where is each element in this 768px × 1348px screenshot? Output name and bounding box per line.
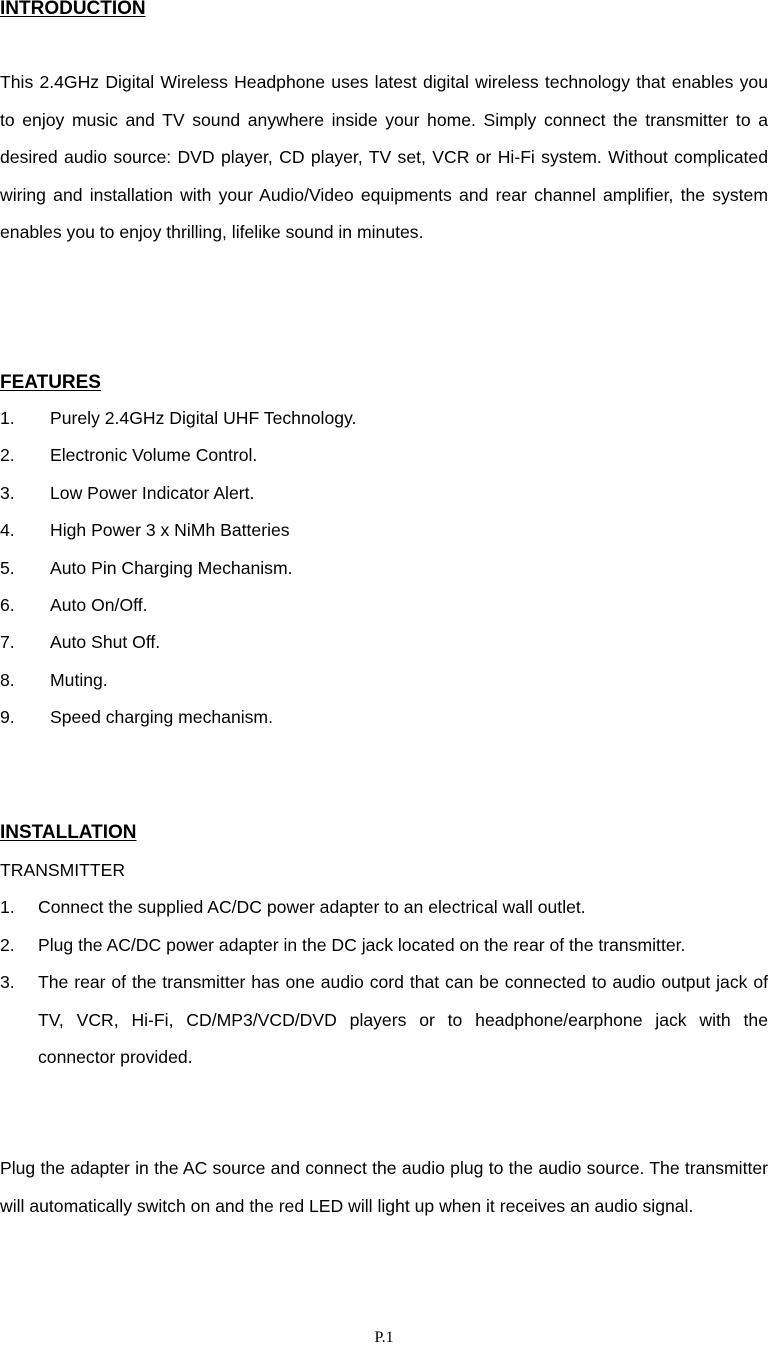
feature-item (0, 400, 768, 437)
feature-text: Electronic Volume Control. (50, 445, 258, 466)
feature-number: 1. (0, 408, 15, 428)
feature-text: Muting. (50, 669, 108, 690)
step-number: 1. (0, 897, 15, 917)
transmitter-subheading: TRANSMITTER (0, 860, 126, 880)
feature-number: 6. (0, 594, 15, 615)
feature-text: High Power 3 x NiMh Batteries (50, 520, 290, 541)
step-text: The rear of the transmitter has one audio cord that can be connected to audio output jack of TV, VCR, Hi-Fi, CD/MP3/VCD/DVD players or to headphone/earphone jack with the connector provided. (38, 972, 768, 1068)
installation-steps (0, 889, 768, 1077)
installation-step (0, 889, 768, 927)
installation-note: Plug the adapter in the AC source and connect the audio plug to the audio source. The transmitter will automatically switch on and the red LED will light up when it receives an audio signal. (0, 1158, 768, 1216)
features-list (0, 400, 768, 737)
feature-item (0, 550, 768, 587)
installation-heading: INSTALLATION (0, 822, 137, 843)
feature-number: 3. (0, 482, 15, 503)
feature-number: 5. (0, 557, 15, 578)
feature-text: Low Power Indicator Alert. (50, 482, 255, 503)
step-number: 3. (0, 972, 15, 993)
feature-text: Purely 2.4GHz Digital UHF Technology. (50, 408, 357, 428)
feature-item (0, 624, 768, 661)
feature-item (0, 587, 768, 624)
step-text: Plug the AC/DC power adapter in the DC jack located on the rear of the transmitter. (38, 934, 686, 955)
feature-text: Speed charging mechanism. (50, 707, 273, 728)
feature-number: 7. (0, 632, 15, 653)
features-heading: FEATURES (0, 372, 101, 393)
introduction-paragraph: This 2.4GHz Digital Wireless Headphone uses latest digital wireless technology that enables you to enjoy music and TV sound anywhere inside your home. Simply connect the transmitter to a desired audio source: DVD player, CD player, TV set, VCR or Hi-Fi system. Without complicated wiring and installation with your Audio/Video equipments and rear channel amplifier, the system enables you to enjoy thrilling, lifelike sound in minutes. (0, 72, 768, 243)
feature-number: 4. (0, 520, 15, 541)
page-number: P.1 (374, 1329, 394, 1346)
introduction-heading: INTRODUCTION (0, 0, 146, 19)
feature-number: 2. (0, 445, 15, 466)
feature-item (0, 437, 768, 474)
step-text: Connect the supplied AC/DC power adapter to an electrical wall outlet. (38, 897, 586, 917)
feature-item (0, 662, 768, 699)
feature-number: 8. (0, 669, 15, 690)
feature-number: 9. (0, 707, 15, 728)
installation-step (0, 927, 768, 965)
feature-text: Auto On/Off. (50, 594, 148, 615)
step-number: 2. (0, 934, 15, 955)
feature-item (0, 475, 768, 512)
feature-text: Auto Shut Off. (50, 632, 161, 653)
feature-item (0, 512, 768, 549)
installation-step (0, 964, 768, 1077)
feature-item (0, 699, 768, 736)
feature-text: Auto Pin Charging Mechanism. (50, 557, 293, 578)
